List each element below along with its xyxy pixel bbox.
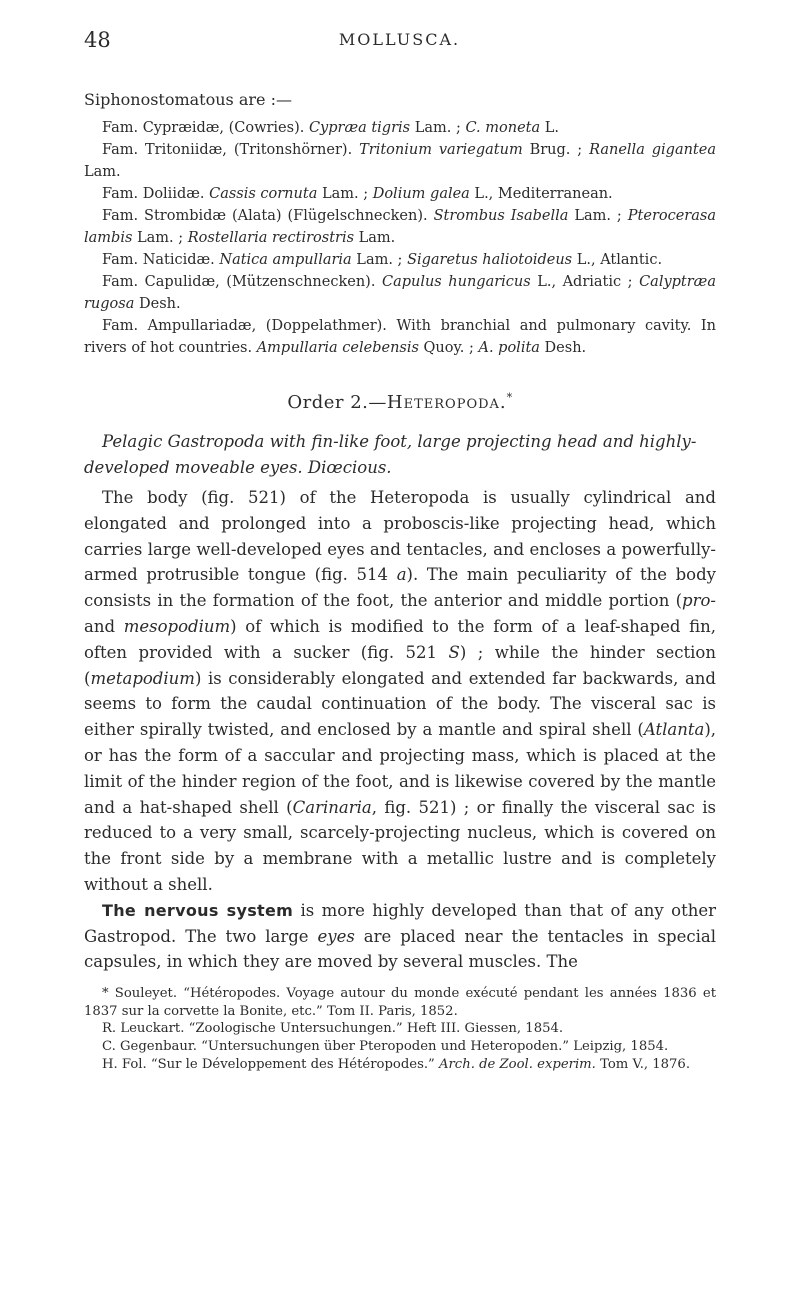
- paragraph-text: , fig. 521) ; or finally the visceral sac is reduced to a very small, scarcely-projecting nucleus, which is covered on the front side by a membrane with a metallic lustre and is completely without a shell.: [84, 797, 716, 894]
- paragraph-text: ) is considerably elongated and extended far backwards, and seems to form the caudal continuation of the body. The visceral sac is either spirally twisted, and enclosed by a mantle and spiral shell (: [84, 668, 716, 740]
- family-example: C. moneta: [465, 120, 541, 136]
- family-example: Cypræa tigris: [308, 120, 411, 136]
- footnote: C. Gegenbaur. “Untersuchungen über Pteropoden und Heteropoden.” Leipzig, 1854.: [102, 1038, 669, 1054]
- page-number: 48: [84, 28, 111, 52]
- family-authority: Lam. ;: [410, 120, 466, 136]
- running-title: MOLLUSCA.: [338, 30, 461, 49]
- family-example: Cassis cornuta: [209, 186, 318, 202]
- family-name: Fam. Capulidæ,: [102, 274, 220, 290]
- family-authority: Desh.: [134, 296, 181, 312]
- paragraph-text: is more highly developed than that of any other Gastropod. The two large: [84, 900, 716, 946]
- family-name: Fam. Cypræidæ,: [102, 120, 224, 136]
- paragraph-text: ), or has the form of a saccular and projecting mass, which is placed at the limit of the hinder region of the foot, and is likewise covered by the mantle and a hat-shaped shell (: [84, 720, 716, 817]
- body-paragraph: [84, 898, 716, 975]
- family-authority: Lam. ;: [568, 208, 628, 224]
- paragraph-italic: Atlanta: [643, 720, 705, 740]
- footnote-text: H. Fol. “Sur le Développement des Hétéropodes.”: [102, 1056, 439, 1072]
- footnotes: [84, 985, 716, 1073]
- paragraph-text: and: [84, 616, 124, 636]
- family-authority: Lam. ;: [317, 186, 373, 202]
- family-example: A. polita: [478, 340, 540, 356]
- family-example: Strombus Isabella: [433, 208, 569, 224]
- family-example: Dolium galea: [372, 186, 470, 202]
- family-entry: [84, 205, 716, 249]
- family-example: Rostellaria rectirostris: [187, 230, 355, 246]
- family-name: Fam. Doliidæ.: [102, 186, 205, 202]
- family-desc: (Mützenschnecken).: [219, 274, 382, 290]
- paragraph-text: ). The main peculiarity of the body consists in the formation of the foot, the anterior and middle portion (: [84, 565, 716, 611]
- family-name: Fam. Strombidæ: [102, 208, 227, 224]
- family-desc: (Alata) (Flügelschnecken).: [226, 208, 434, 224]
- page-content: [84, 88, 716, 1073]
- family-authority: Lam. ;: [351, 252, 408, 268]
- family-desc: (Tritonshörner).: [226, 142, 360, 158]
- family-list: [84, 117, 716, 359]
- family-authority: L., Mediterranean.: [469, 186, 613, 202]
- body-paragraph: [84, 485, 716, 898]
- footnote: [84, 1056, 716, 1074]
- family-example: Tritonium variegatum: [359, 142, 523, 158]
- family-entry: [84, 271, 716, 315]
- family-example: Capulus hungaricus: [381, 274, 531, 290]
- footnote-journal: Arch. de Zool. experim.: [438, 1056, 596, 1072]
- family-authority: Lam.: [354, 230, 396, 246]
- footnote: R. Leuckart. “Zoologische Untersuchungen.” Heft III. Giessen, 1854.: [102, 1021, 564, 1037]
- page-header: [84, 28, 715, 58]
- order-diagnosis: Pelagic Gastropoda with fin-like foot, large projecting head and highly-developed moveable eyes. Diœcious.: [84, 432, 697, 477]
- paragraph-text: The body (fig. 521) of the Heteropoda is usually cylindrical and elongated and prolonged into a proboscis-like projecting head, which carries large well-developed eyes and tentacles, and encloses a powerfully-armed protrusible tongue (fig. 514: [84, 488, 716, 585]
- paragraph-italic: a: [396, 565, 407, 585]
- family-example: Sigaretus haliotoideus: [407, 252, 573, 268]
- family-entry: [84, 117, 716, 139]
- family-authority: L.: [540, 120, 559, 136]
- family-desc: (Doppelathmer). With branchial and pulmonary cavity. In rivers of hot countries.: [84, 318, 717, 356]
- family-authority: Quoy. ;: [418, 340, 479, 356]
- family-authority: L., Adriatic ;: [530, 274, 640, 290]
- family-authority: Lam. ;: [132, 230, 188, 246]
- section-intro: Siphonostomatous are :—: [84, 90, 292, 109]
- family-entry: [84, 183, 716, 205]
- family-example: Pterocerasa lambis: [84, 208, 716, 246]
- family-entry: [84, 249, 716, 271]
- family-name: Fam. Tritoniidæ,: [102, 142, 227, 158]
- family-name: Fam. Ampullariadæ,: [102, 318, 257, 334]
- family-authority: Desh.: [539, 340, 587, 356]
- family-entry: [84, 139, 716, 183]
- paragraph-italic: metapodium: [90, 668, 195, 688]
- paragraph-italic: Carinaria: [292, 797, 372, 817]
- paragraph-text: ) of which is modified to the form of a leaf-shaped fin, often provided with a sucker (fig. 521: [84, 616, 716, 662]
- family-entry: [84, 315, 716, 359]
- family-authority: Brug. ;: [522, 142, 590, 158]
- paragraph-italic: S: [448, 642, 460, 662]
- paragraph-text: are placed near the tentacles in special capsules, in which they are moved by several muscles. The: [84, 926, 716, 972]
- family-example: Ranella gigantea: [589, 142, 716, 158]
- family-example: Calyptræa rugosa: [84, 274, 716, 312]
- paragraph-text: ) ; while the hinder section (: [84, 642, 716, 688]
- footnote: * Souleyet. “Hétéropodes. Voyage autour du monde exécuté pendant les années 1836 et 1837 sur la corvette la Bonite, etc.” Tom II. Paris, 1852.: [84, 986, 716, 1019]
- order-name: Heteropoda.: [386, 392, 507, 413]
- footnote-mark: *: [506, 391, 513, 404]
- topic-lead: The nervous system: [102, 900, 294, 920]
- family-example: Natica ampullaria: [219, 252, 352, 268]
- footnote-text: Tom V., 1876.: [595, 1056, 691, 1072]
- family-example: Ampullaria celebensis: [256, 340, 419, 356]
- order-heading: [84, 391, 716, 413]
- order-prefix: Order 2.—: [287, 392, 387, 413]
- family-authority: Lam.: [84, 164, 121, 180]
- family-authority: L., Atlantic.: [572, 252, 663, 268]
- family-desc: (Cowries).: [223, 120, 309, 136]
- paragraph-italic: mesopodium: [123, 616, 231, 636]
- paragraph-italic: pro-: [682, 591, 716, 611]
- paragraph-italic: eyes: [317, 926, 355, 946]
- family-name: Fam. Naticidæ.: [102, 252, 215, 268]
